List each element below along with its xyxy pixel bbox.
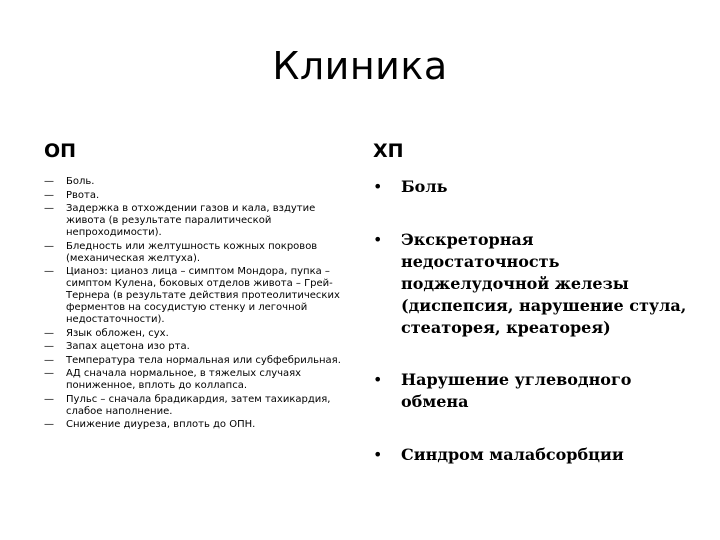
right-column-heading: ХП [373,140,404,162]
list-item-text: Снижение диуреза, вплоть до ОПН. [66,419,256,430]
list-item [44,190,354,202]
list-item-text: Боль. [66,176,95,187]
bullet-dot: • [373,230,383,249]
dash-bullet: — [44,189,54,201]
list-item [44,419,354,431]
list-item [44,368,354,392]
dash-bullet: — [44,176,54,187]
dash-bullet: — [44,368,54,379]
list-item [44,203,354,239]
list-item [373,444,693,466]
list-item [44,394,354,418]
dash-bullet: — [44,393,54,405]
list-item-text: Задержка в отхождении газов и кала, вздутие живота (в результате паралитической непроходимости). [66,203,316,238]
bullet-dot: • [373,370,383,389]
list-item-text: Рвота. [66,189,100,201]
list-item-text: Экскреторная недостаточность поджелудочной железы (диспепсия, нарушение стула, стеаторея, креаторея) [401,230,687,337]
list-item [44,328,354,340]
dash-bullet: — [44,341,54,352]
list-item-text: Нарушение углеводного обмена [401,370,632,411]
left-column-heading: ОП [44,140,77,162]
list-item [373,229,693,339]
list-item [373,176,693,198]
list-item-text: Бледность или желтушность кожных покровов (механическая желтуха). [66,240,318,264]
list-item-text: Боль [401,177,448,196]
list-item [44,341,354,353]
list-item [44,266,354,326]
list-item [44,176,354,188]
dash-bullet: — [44,354,54,366]
list-item-text: Пульс – сначала брадикардия, затем тахикардия, слабое наполнение. [66,393,331,417]
right-symptom-list [373,172,693,466]
left-symptom-list [44,176,354,433]
list-item-text: Запах ацетона изо рта. [66,341,190,352]
list-item-text: АД сначала нормальное, в тяжелых случаях пониженное, вплоть до коллапса. [66,368,302,391]
list-item [44,355,354,367]
bullet-dot: • [373,177,383,196]
dash-bullet: — [44,266,54,277]
dash-bullet: — [44,203,54,214]
bullet-dot: • [373,445,383,464]
dash-bullet: — [44,327,54,339]
dash-bullet: — [44,240,54,252]
dash-bullet: — [44,419,54,430]
list-item [44,241,354,265]
list-item-text: Синдром малабсорбции [401,445,624,464]
list-item-text: Язык обложен, сух. [66,327,169,339]
list-item [373,369,693,413]
list-item-text: Цианоз: цианоз лица – симптом Мондора, пупка – симптом Кулена, боковых отделов живота – Грей-Тернера (в результате действия протеолитических ферментов на сосудистую стенку и легочной недостаточности). [66,266,340,325]
slide-title: Клиника [272,44,448,88]
list-item-text: Температура тела нормальная или субфебрильная. [66,354,341,366]
